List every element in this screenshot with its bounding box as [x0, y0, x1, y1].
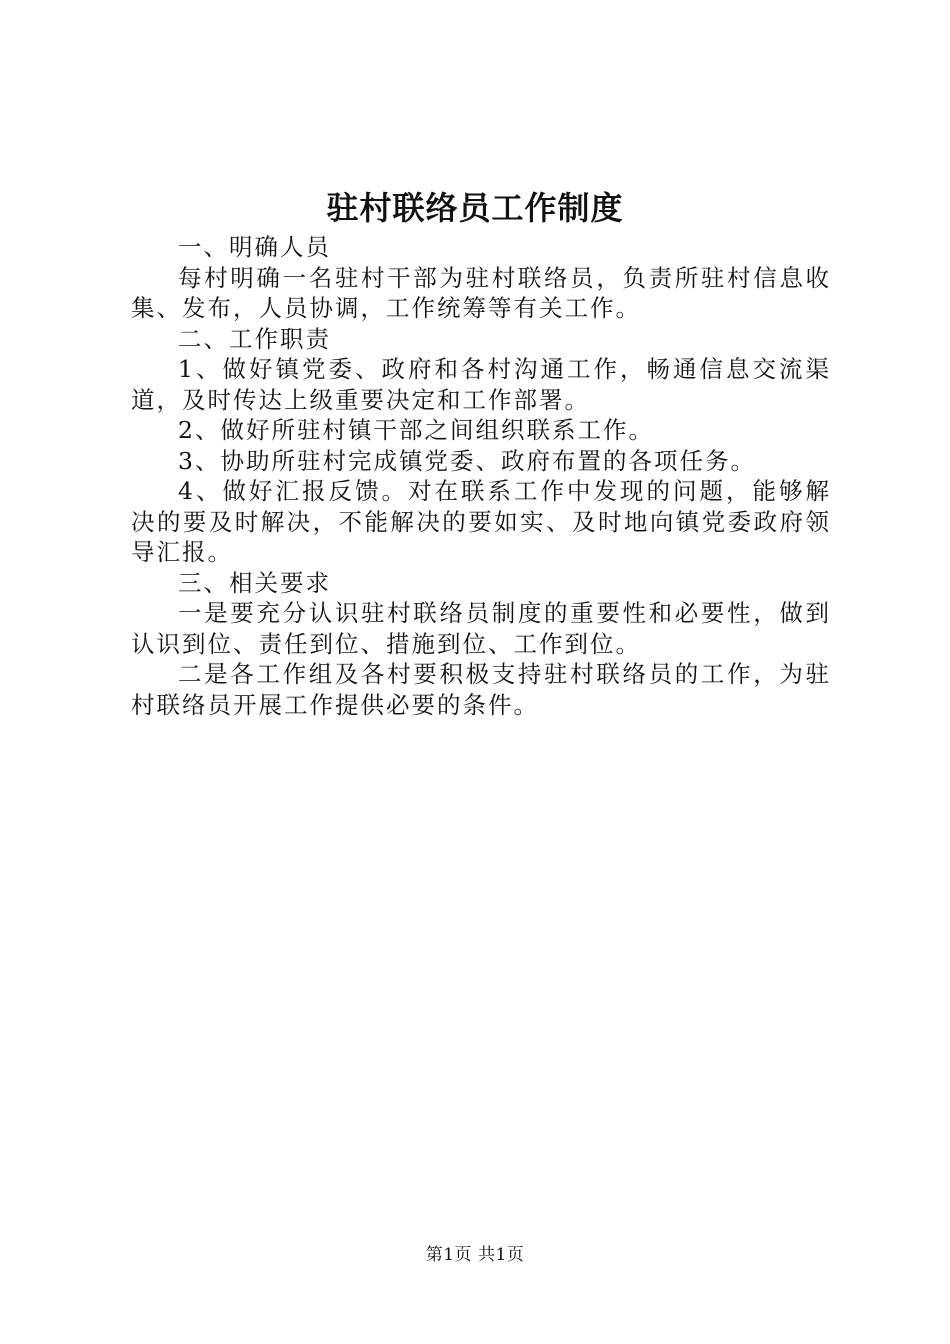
- requirement-item-1: 一是要充分认识驻村联络员制度的重要性和必要性，做到认识到位、责任到位、措施到位、工作到位。: [131, 599, 831, 658]
- duty-item-2: 2、做好所驻村镇干部之间组织联系工作。: [178, 416, 654, 444]
- section-heading-personnel: 一、明确人员: [178, 233, 331, 261]
- duty-item-4: 4、做好汇报反馈。对在联系工作中发现的问题，能够解决的要及时解决，不能解决的要如实、及时地向镇党委政府领导汇报。: [131, 477, 831, 566]
- section-heading-requirements: 三、相关要求: [178, 568, 331, 597]
- document-body: [131, 232, 831, 720]
- duty-item-3: 3、协助所驻村完成镇党委、政府布置的各项任务。: [178, 446, 756, 475]
- duty-item-1: 1、做好镇党委、政府和各村沟通工作，畅通信息交流渠道，及时传达上级重要决定和工作部署。: [131, 355, 831, 414]
- document-title: 驻村联络员工作制度: [326, 189, 624, 227]
- section-heading-duties: 二、工作职责: [178, 324, 331, 353]
- page-footer: 第1页 共1页: [425, 1245, 525, 1265]
- requirement-item-2: 二是各工作组及各村要积极支持驻村联络员的工作，为驻村联络员开展工作提供必要的条件。: [131, 660, 831, 719]
- paragraph-personnel: 每村明确一名驻村干部为驻村联络员，负责所驻村信息收集、发布，人员协调，工作统筹等有关工作。: [131, 263, 831, 322]
